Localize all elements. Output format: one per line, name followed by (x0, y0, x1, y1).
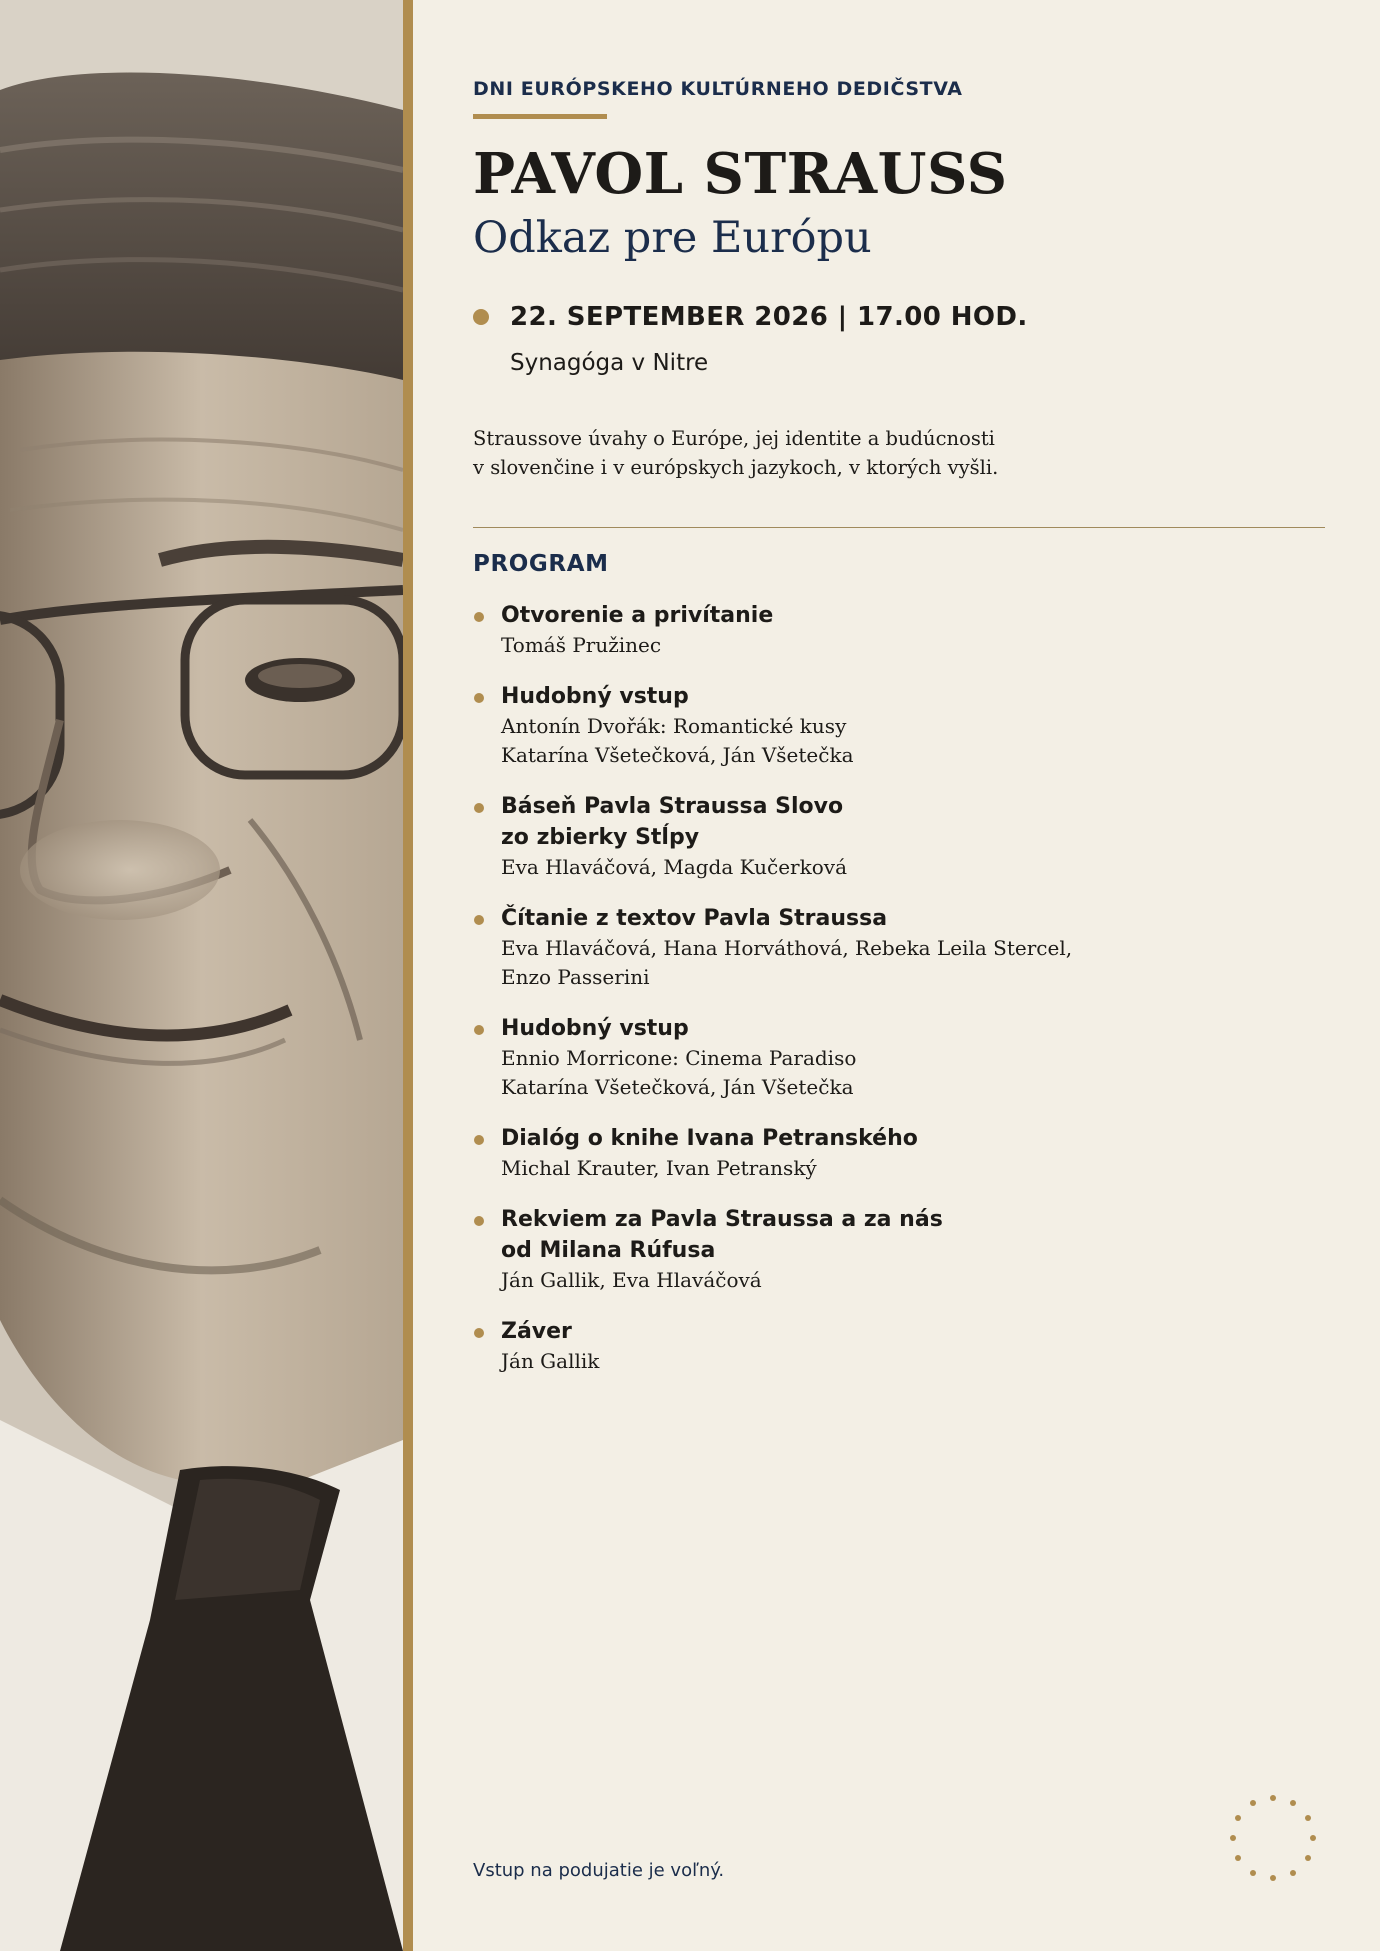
section-divider (473, 527, 1325, 528)
program-heading: PROGRAM (473, 551, 609, 577)
program-item (473, 1123, 1325, 1183)
intro-line: v slovenčine i v európskych jazykoch, v ktorých vyšli. (473, 456, 999, 479)
program-item-title: Rekviem za Pavla Straussa a za nás (501, 1207, 943, 1232)
program-item-detail: Antonín Dvořák: Romantické kusy (501, 714, 847, 738)
star-dot (1235, 1855, 1241, 1861)
admission-note: Vstup na podujatie je voľný. (473, 1860, 725, 1881)
program-item-detail: Enzo Passerini (501, 965, 650, 989)
program-list (473, 600, 1325, 1397)
event-date-row (473, 302, 1028, 332)
program-item (473, 600, 1325, 660)
star-dot (1250, 1800, 1256, 1806)
star-dot (1235, 1815, 1241, 1821)
program-item (473, 1013, 1325, 1102)
program-item (473, 1316, 1325, 1376)
bullet-dot-icon (474, 612, 484, 622)
program-item-title: Dialóg o knihe Ivana Petranského (501, 1126, 918, 1151)
program-item-detail: Ennio Morricone: Cinema Paradiso (501, 1046, 857, 1070)
bullet-dot-icon (473, 309, 489, 325)
program-item-title: od Milana Rúfusa (501, 1238, 716, 1263)
program-item-title: Hudobný vstup (501, 684, 689, 709)
event-series-label: DNI EURÓPSKEHO KULTÚRNEHO DEDIČSTVA (473, 78, 963, 100)
program-item-detail: Ján Gallik (501, 1349, 600, 1373)
star-dot (1290, 1870, 1296, 1876)
bullet-dot-icon (474, 803, 484, 813)
program-item-detail: Eva Hlaváčová, Hana Horváthová, Rebeka Leila Stercel, (501, 936, 1073, 960)
program-item-detail: Ján Gallik, Eva Hlaváčová (501, 1268, 762, 1292)
bullet-dot-icon (474, 1328, 484, 1338)
page-subtitle: Odkaz pre Európu (473, 213, 872, 263)
program-item-title: Čítanie z textov Pavla Straussa (501, 906, 888, 931)
page-title: PAVOL STRAUSS (473, 141, 1008, 207)
program-item-detail: Tomáš Pružinec (501, 633, 662, 657)
eyebrow-divider (473, 114, 607, 119)
program-item (473, 1204, 1325, 1295)
program-item (473, 791, 1325, 882)
program-item-title: Báseň Pavla Straussa Slovo (501, 794, 844, 819)
program-item-detail: Michal Krauter, Ivan Petranský (501, 1156, 817, 1180)
program-item-detail: Katarína Všetečková, Ján Všetečka (501, 1075, 854, 1099)
intro-line: Straussove úvahy o Európe, jej identite a budúcnosti (473, 427, 995, 450)
vertical-gold-rule (403, 0, 413, 1951)
program-item-detail: Katarína Všetečková, Ján Všetečka (501, 743, 854, 767)
star-dot (1250, 1870, 1256, 1876)
star-dot (1230, 1835, 1236, 1841)
star-dot (1310, 1835, 1316, 1841)
program-item-title: Hudobný vstup (501, 1016, 689, 1041)
program-item-detail: Eva Hlaváčová, Magda Kučerková (501, 855, 847, 879)
bullet-dot-icon (474, 1216, 484, 1226)
intro-text (473, 424, 1113, 482)
program-item (473, 903, 1325, 992)
bullet-dot-icon (474, 693, 484, 703)
star-dot (1305, 1815, 1311, 1821)
star-dot (1305, 1855, 1311, 1861)
program-item-title: Záver (501, 1319, 572, 1344)
program-item-title: zo zbierky Stĺpy (501, 825, 700, 850)
bullet-dot-icon (474, 1135, 484, 1145)
eu-stars-icon (1228, 1793, 1318, 1883)
program-item-title: Otvorenie a privítanie (501, 603, 774, 628)
bullet-dot-icon (474, 1025, 484, 1035)
star-dot (1270, 1795, 1276, 1801)
event-date-time: 22. SEPTEMBER 2026 | 17.00 HOD. (510, 302, 1028, 332)
star-dot (1290, 1800, 1296, 1806)
program-item (473, 681, 1325, 770)
bullet-dot-icon (474, 915, 484, 925)
portrait-photo (0, 0, 403, 1951)
star-dot (1270, 1875, 1276, 1881)
event-venue: Synagóga v Nitre (510, 350, 709, 376)
